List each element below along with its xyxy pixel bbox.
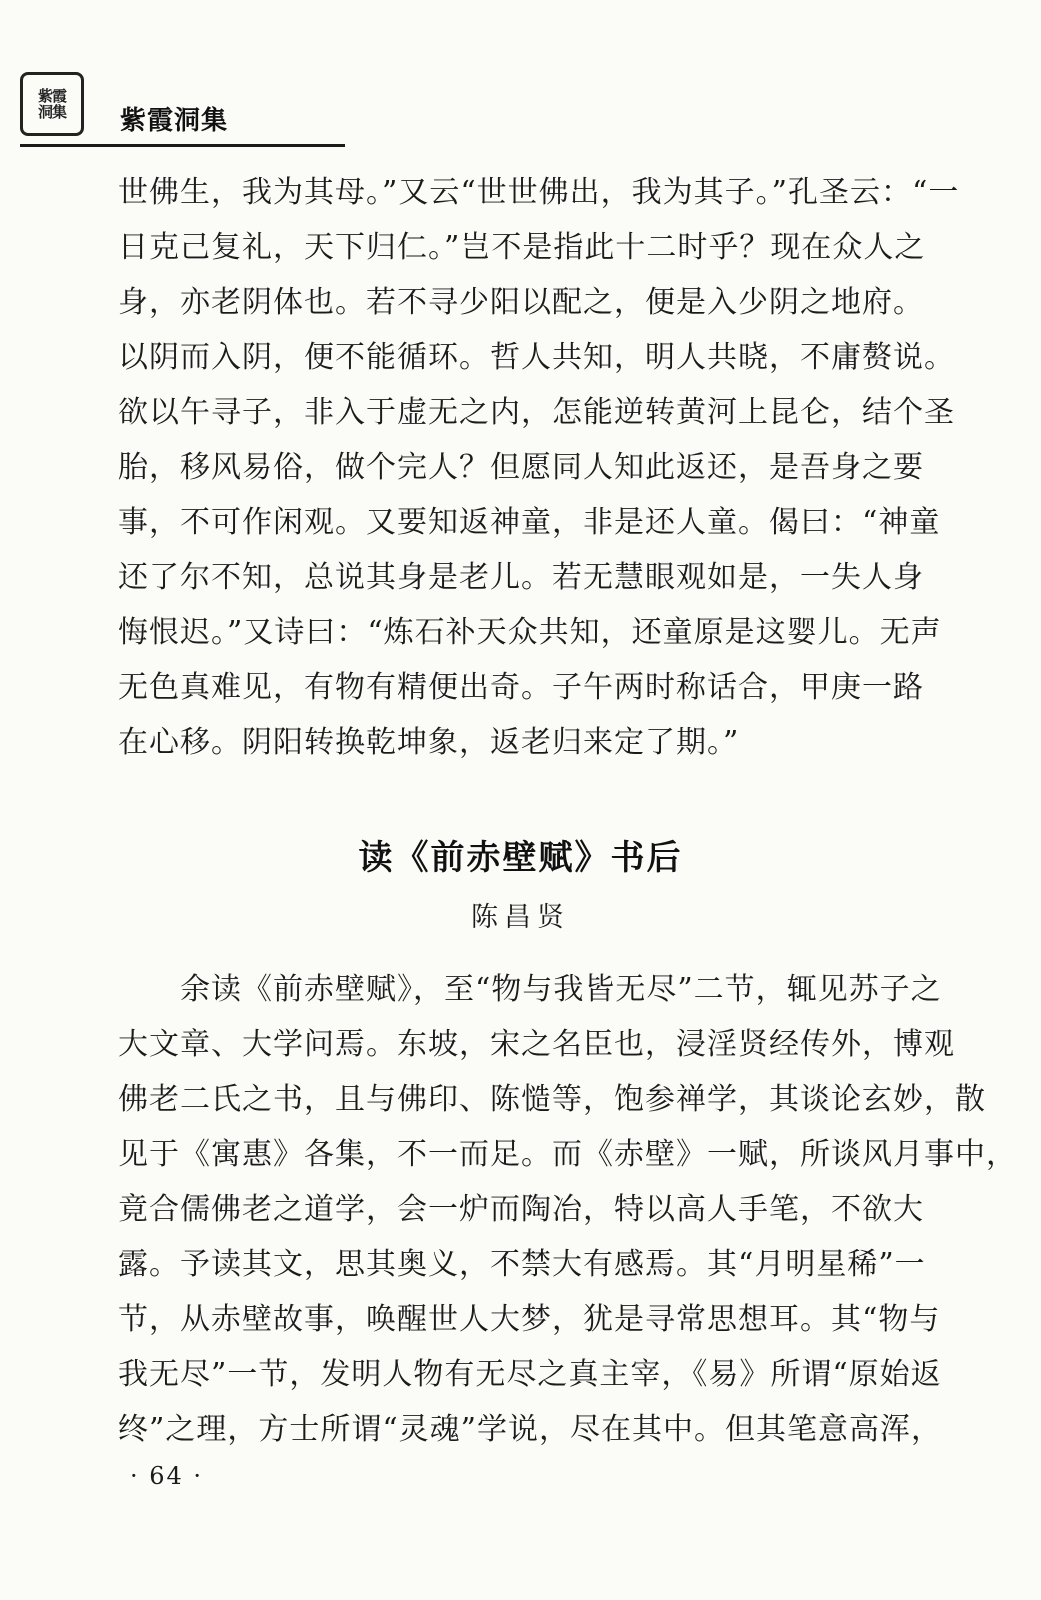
text-line: 身，亦老阴体也。若不寻少阳以配之，便是入少阴之地府。 [118,285,924,320]
header-rule [20,144,345,147]
text-line: 事，不可作闲观。又要知返神童，非是还人童。偈曰：“神童 [118,505,941,540]
body-text-top [118,165,960,770]
text-line: 欲以午寻子，非入于虚无之内，怎能逆转黄河上昆仑，结个圣 [118,395,955,430]
text-line: 露。予读其文，思其奥义，不禁大有感焉。其“月明星稀”一 [118,1247,926,1282]
text-line: 见于《寓惠》各集，不一而足。而《赤壁》一赋，所谈风月事中， [118,1137,1017,1172]
article-title: 读《前赤壁赋》书后 [358,838,683,878]
text-line: 世佛生，我为其母。”又云“世世佛出，我为其子。”孔圣云：“一 [118,175,960,210]
text-line: 大文章、大学问焉。东坡，宋之名臣也，浸淫贤经传外，博观 [118,1027,955,1062]
text-line: 以阴而入阴，便不能循环。哲人共知，明人共晓，不庸赘说。 [118,340,955,375]
article-author: 陈昌贤 [471,902,570,933]
text-line: 佛老二氏之书，且与佛印、陈慥等，饱参禅学，其谈论玄妙，散 [118,1082,986,1117]
page-number: · 64 · [130,1462,204,1490]
text-line: 节，从赤壁故事，唤醒世人大梦，犹是寻常思想耳。其“物与 [118,1302,941,1337]
text-line: 终”之理，方士所谓“灵魂”学说，尽在其中。但其笔意高浑， [118,1412,943,1447]
text-line: 胎，移风易俗，做个完人？但愿同人知此返还，是吾身之要 [118,450,924,485]
text-line: 我无尽”一节，发明人物有无尽之真主宰，《易》所谓“原始返 [118,1357,942,1392]
text-line: 悔恨迟。”又诗曰：“炼石补天众共知，还童原是这婴儿。无声 [118,615,942,650]
running-header-title: 紫霞洞集 [120,106,229,136]
body-text-bottom [118,962,1017,1457]
text-line: 竟合儒佛老之道学，会一炉而陶冶，特以高人手笔，不欲大 [118,1192,924,1227]
text-line: 还了尔不知，总说其身是老儿。若无慧眼观如是，一失人身 [118,560,924,595]
text-line: 无色真难见，有物有精便出奇。子午两时称话合，甲庚一路 [118,670,924,705]
text-line: 日克己复礼，天下归仁。”岂不是指此十二时乎？现在众人之 [118,230,926,265]
text-line: 余读《前赤壁赋》，至“物与我皆无尽”二节，辄见苏子之 [118,972,942,1007]
seal-logo: 紫霞 洞集 [20,72,84,136]
text-line: 在心移。阴阳转换乾坤象，返老归来定了期。” [118,725,740,760]
